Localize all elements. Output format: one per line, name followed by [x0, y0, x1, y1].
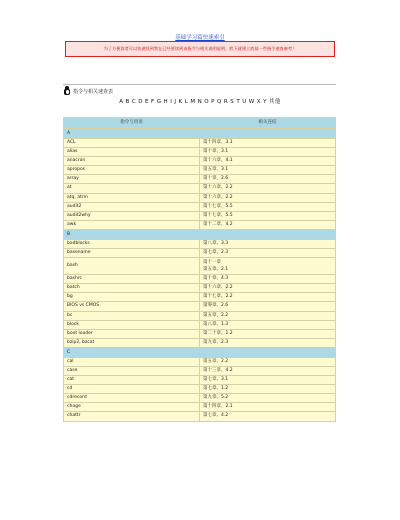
- command-name-link[interactable]: bash: [64, 258, 200, 275]
- chapter-ref-cell: [200, 148, 336, 157]
- table-row: [64, 366, 336, 375]
- table-row: [64, 220, 336, 229]
- command-name-link[interactable]: badblocks: [64, 239, 200, 248]
- chapter-ref-link[interactable]: 第九章、5.2: [203, 395, 229, 401]
- chapter-ref-cell: [200, 184, 336, 193]
- chapter-ref-link[interactable]: 第五章、2.1: [203, 267, 229, 273]
- table-row: [64, 293, 336, 302]
- command-name-link[interactable]: bashrc: [64, 275, 200, 284]
- chapter-ref-link[interactable]: 第十七章、5.5: [203, 212, 233, 218]
- chapter-ref-link[interactable]: 第二十章、1.2: [203, 330, 233, 336]
- chapter-ref-cell: [200, 275, 336, 284]
- table-row: [64, 202, 336, 211]
- chapter-ref-cell: [200, 320, 336, 329]
- column-header-chapter: 相关连结: [200, 118, 336, 129]
- table-row: [64, 385, 336, 394]
- table-row: [64, 166, 336, 175]
- table-row: [64, 338, 336, 347]
- command-name-link[interactable]: basename: [64, 249, 200, 258]
- letter-heading: C: [64, 347, 336, 357]
- top-index-link[interactable]: 基础学习篇快速索引: [175, 35, 225, 41]
- table-row: [64, 175, 336, 184]
- command-name-link[interactable]: chattr: [64, 412, 200, 421]
- chapter-ref-link[interactable]: 第八章、3.3: [203, 240, 229, 246]
- chapter-ref-cell: [200, 249, 336, 258]
- chapter-ref-link[interactable]: 第十四章、3.1: [203, 140, 233, 145]
- chapter-ref-cell: [200, 403, 336, 412]
- table-row: [64, 157, 336, 166]
- chapter-ref-cell: [200, 193, 336, 202]
- letter-group-row: [64, 129, 336, 139]
- tux-penguin-icon: [63, 86, 71, 96]
- command-name-link[interactable]: anacron: [64, 157, 200, 166]
- chapter-ref-link[interactable]: 第五章、2.2: [203, 312, 229, 318]
- chapter-ref-cell: [200, 302, 336, 311]
- table-row: [64, 394, 336, 403]
- command-name-link[interactable]: atq, atrm: [64, 193, 200, 202]
- command-name-link[interactable]: audit2: [64, 202, 200, 211]
- table-row: [64, 376, 336, 385]
- table-row: [64, 184, 336, 193]
- chapter-ref-link[interactable]: 第十六章、2.2: [203, 185, 233, 191]
- chapter-ref-link[interactable]: 第十四章、2.1: [203, 404, 233, 410]
- command-name-link[interactable]: bc: [64, 311, 200, 320]
- chapter-ref-link[interactable]: 第七章、4.2: [203, 413, 229, 419]
- command-name-link[interactable]: cd: [64, 385, 200, 394]
- command-name-link[interactable]: block: [64, 320, 200, 329]
- command-name-link[interactable]: bg: [64, 293, 200, 302]
- chapter-ref-link[interactable]: 第七章、1.2: [203, 386, 229, 392]
- command-name-link[interactable]: cdrecord: [64, 394, 200, 403]
- table-row: [64, 239, 336, 248]
- chapter-ref-link[interactable]: 第十章、2.6: [203, 176, 229, 182]
- chapter-ref-link[interactable]: 第十章、3.1: [203, 149, 229, 155]
- chapter-ref-link[interactable]: 第五章、3.1: [203, 167, 229, 173]
- letter-heading: B: [64, 229, 336, 239]
- command-name-link[interactable]: audit2why: [64, 211, 200, 220]
- chapter-ref-link[interactable]: 第七章、2.3: [203, 250, 229, 256]
- chapter-ref-link[interactable]: 第十二章、4.2: [203, 221, 233, 227]
- table-row: [64, 320, 336, 329]
- letter-group-row: [64, 347, 336, 357]
- chapter-ref-link[interactable]: 第十七章、2.2: [203, 294, 233, 300]
- chapter-ref-cell: [200, 376, 336, 385]
- table-row: [64, 193, 336, 202]
- letter-heading: A: [64, 129, 336, 139]
- chapter-ref-link[interactable]: 第十三章、4.2: [203, 367, 233, 373]
- chapter-ref-cell: [200, 157, 336, 166]
- section-divider: [63, 84, 336, 85]
- table-row: [64, 275, 336, 284]
- table-row: [64, 148, 336, 157]
- command-name-link[interactable]: apropos: [64, 166, 200, 175]
- column-header-command: 指令与用语: [64, 118, 200, 129]
- chapter-ref-cell: [200, 139, 336, 148]
- table-row: [64, 139, 336, 148]
- notice-box: 为了方便读者可以快速找到我在已经要读到该指令与相关说明说明，底下就建立底基一些指令速查参考！: [65, 41, 335, 57]
- table-row: [64, 329, 336, 338]
- chapter-ref-cell: [200, 202, 336, 211]
- chapter-ref-link[interactable]: 第七章、3.1: [203, 377, 229, 383]
- command-name-link[interactable]: cal: [64, 357, 200, 366]
- table-row: [64, 311, 336, 320]
- table-row: [64, 249, 336, 258]
- chapter-ref-cell: [200, 239, 336, 248]
- command-name-link[interactable]: bzip2, bzcat: [64, 338, 200, 347]
- letter-group-row: [64, 229, 336, 239]
- table-row: [64, 357, 336, 366]
- chapter-ref-link[interactable]: 第零章、2.6: [203, 303, 229, 309]
- chapter-ref-link[interactable]: 第十六章、2.2: [203, 194, 233, 200]
- command-name-link[interactable]: ACL: [64, 139, 200, 148]
- command-name-link[interactable]: BIOS vs CMOS: [64, 302, 200, 311]
- chapter-ref-link[interactable]: 第十七章、5.5: [203, 203, 233, 209]
- command-name-link[interactable]: at: [64, 184, 200, 193]
- chapter-ref-cell: [200, 166, 336, 175]
- chapter-ref-link[interactable]: 第十六章、4.1: [203, 158, 233, 164]
- chapter-ref-link[interactable]: 第十六章、2.2: [203, 285, 233, 291]
- chapter-ref-cell: [200, 338, 336, 347]
- chapter-ref-link[interactable]: 第十一章: [203, 260, 221, 266]
- chapter-ref-cell: [200, 293, 336, 302]
- command-name-link[interactable]: batch: [64, 284, 200, 293]
- chapter-ref-cell: [200, 284, 336, 293]
- table-row: [64, 412, 336, 421]
- command-name-link[interactable]: alias: [64, 148, 200, 157]
- chapter-ref-link[interactable]: 第五章、2.2: [203, 358, 229, 364]
- chapter-ref-cell: [200, 311, 336, 320]
- chapter-ref-cell: [200, 175, 336, 184]
- chapter-ref-cell: [200, 329, 336, 338]
- table-row: [64, 403, 336, 412]
- section-heading: [63, 86, 113, 96]
- chapter-ref-cell: [200, 412, 336, 421]
- command-name-link[interactable]: case: [64, 366, 200, 375]
- chapter-ref-cell: [200, 211, 336, 220]
- chapter-ref-cell: [200, 357, 336, 366]
- chapter-ref-link[interactable]: 第八章、1.3: [203, 321, 229, 327]
- chapter-ref-link[interactable]: 第十章、4.3: [203, 276, 229, 282]
- command-name-link[interactable]: awk: [64, 220, 200, 229]
- command-name-link[interactable]: cat: [64, 376, 200, 385]
- command-name-link[interactable]: chage: [64, 403, 200, 412]
- command-index-table: [63, 117, 336, 422]
- table-row: [64, 302, 336, 311]
- alphabet-nav[interactable]: A B C D E F G H I J K L M N O P Q R S T U W X Y 其他: [119, 99, 281, 105]
- command-name-link[interactable]: array: [64, 175, 200, 184]
- chapter-ref-cell: [200, 258, 336, 275]
- table-row: [64, 211, 336, 220]
- chapter-ref-cell: [200, 385, 336, 394]
- command-name-link[interactable]: boot loader: [64, 329, 200, 338]
- section-title-text: 指令与相关速查表: [73, 88, 114, 95]
- chapter-ref-link[interactable]: 第九章、2.3: [203, 339, 229, 345]
- table-row: [64, 284, 336, 293]
- chapter-ref-cell: [200, 394, 336, 403]
- table-row: [64, 258, 336, 275]
- chapter-ref-cell: [200, 366, 336, 375]
- chapter-ref-cell: [200, 220, 336, 229]
